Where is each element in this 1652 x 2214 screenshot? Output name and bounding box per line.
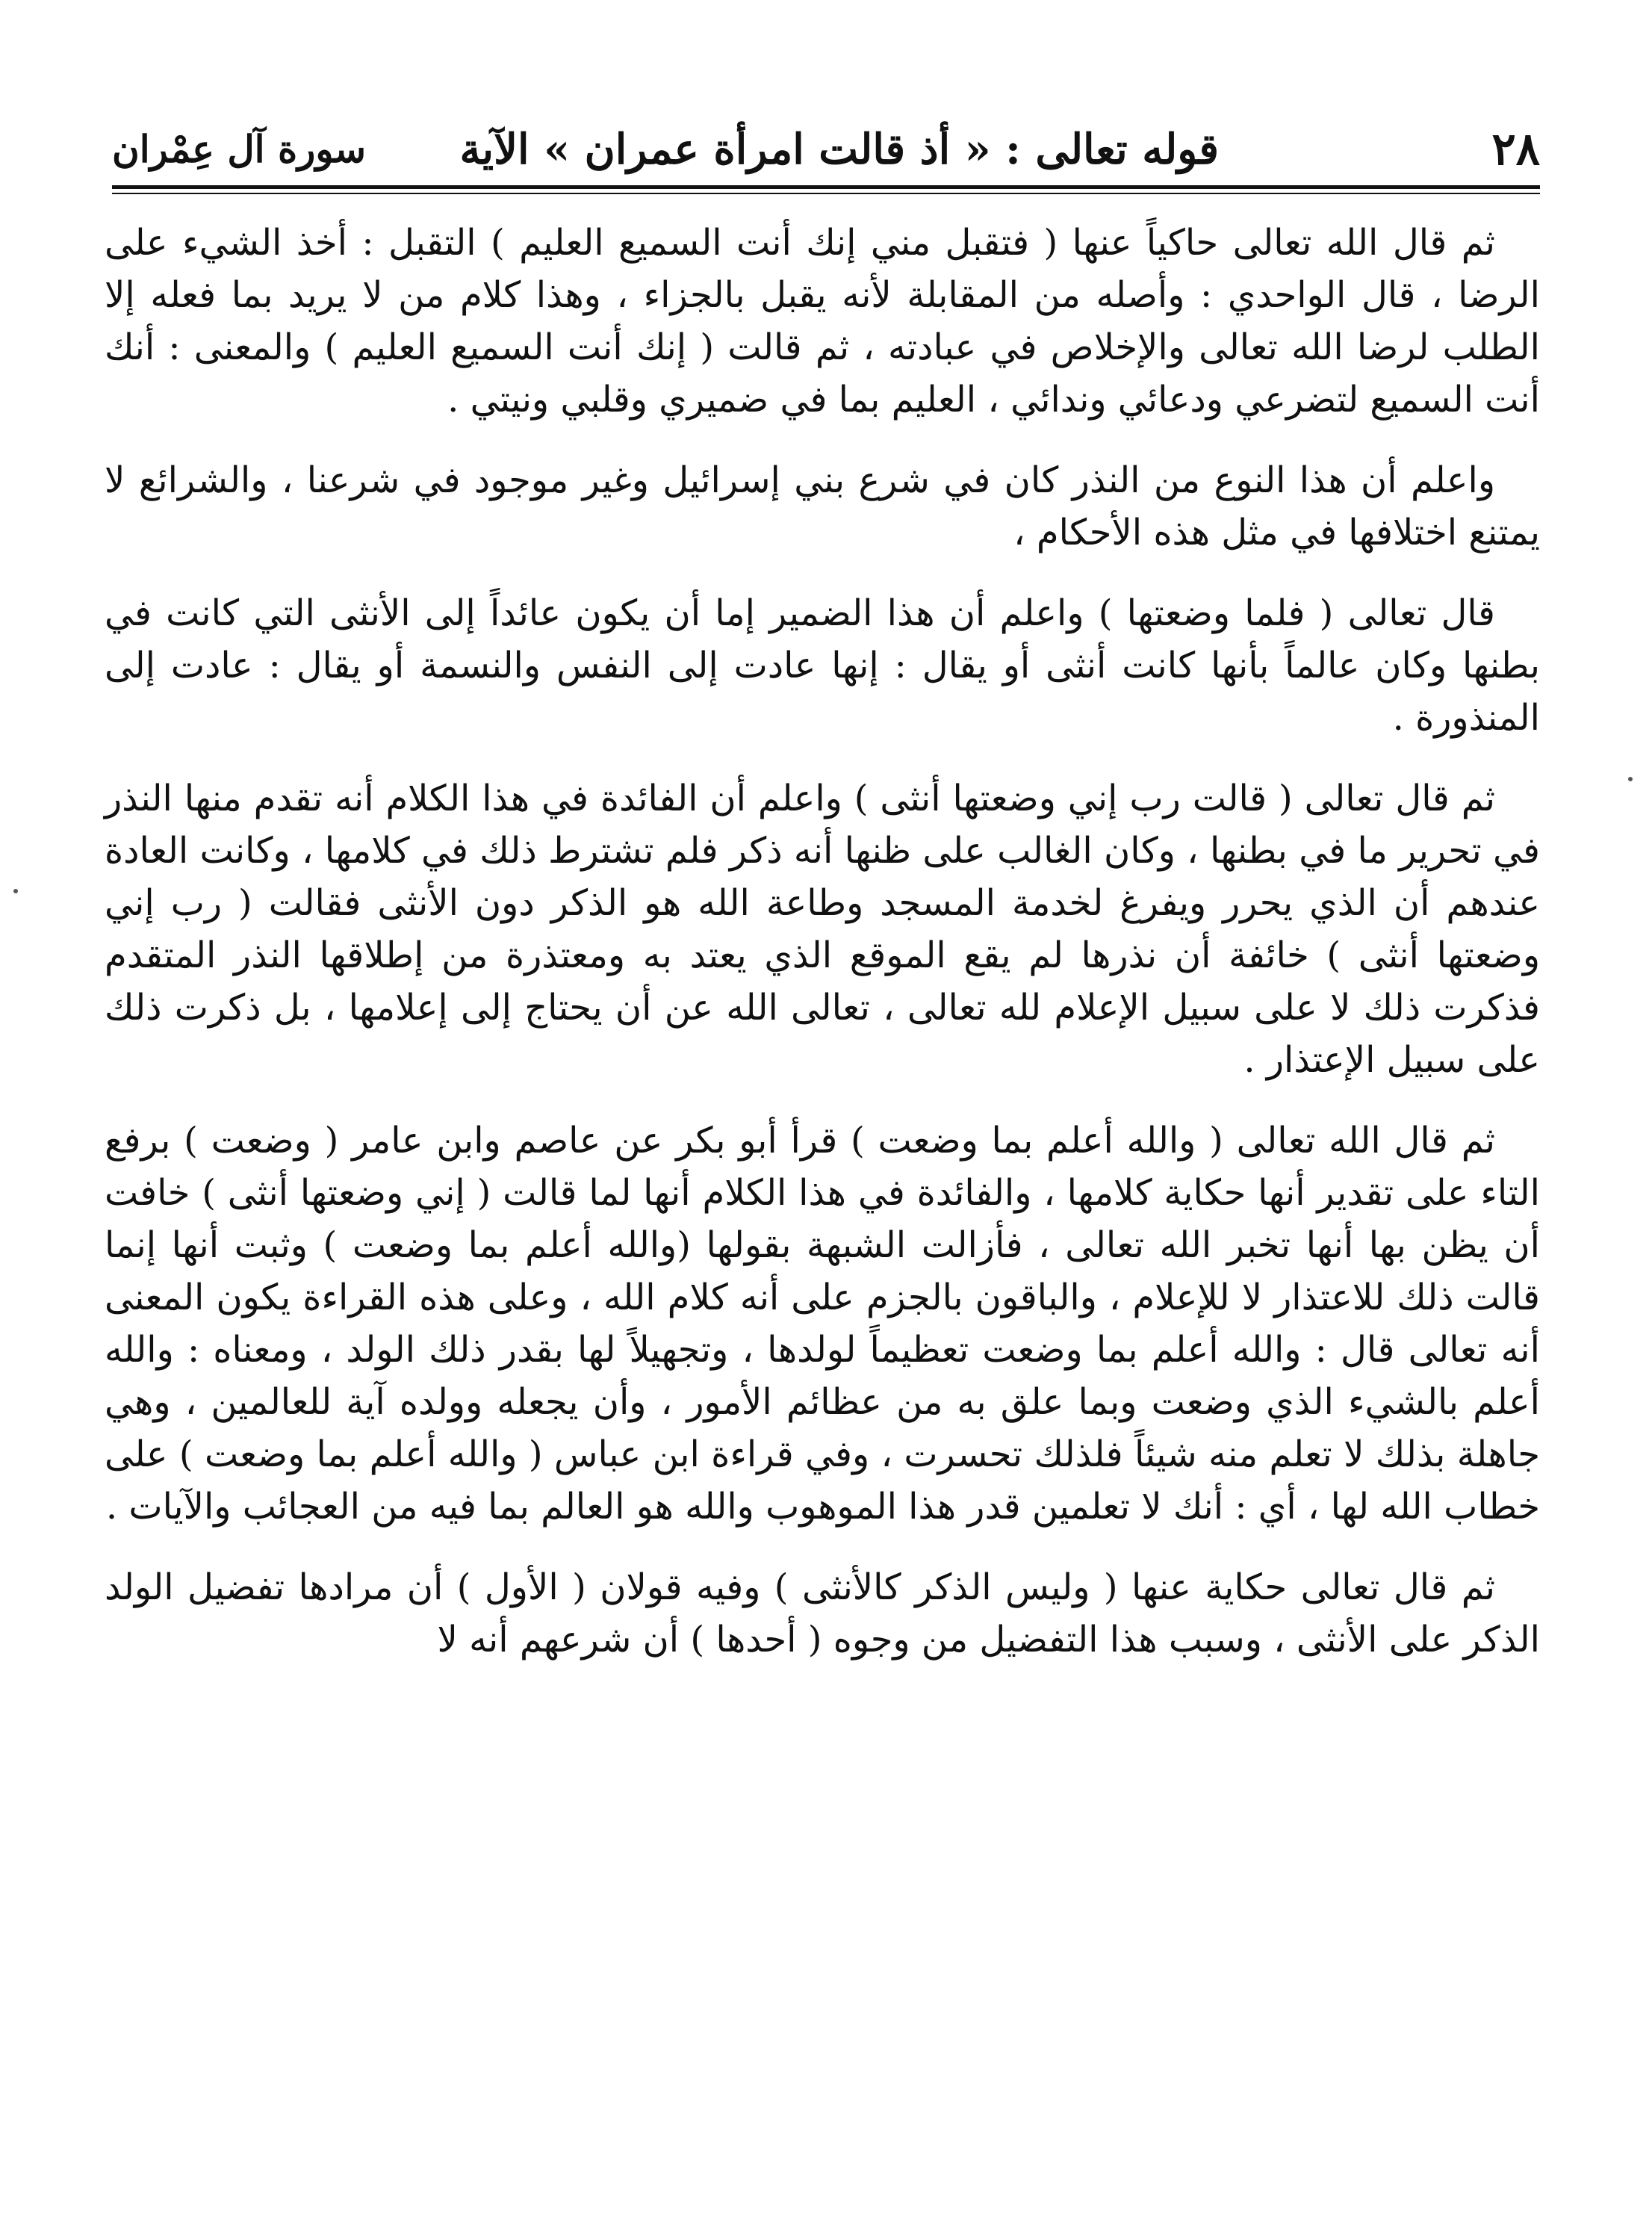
paragraph: ثم قال تعالى ( قالت رب إني وضعتها أنثى ) واعلم أن الفائدة في هذا الكلام أنه تقدم منها النذر في تحرير ما في بطنها ، وكان الغالب على ظنها أنه ذكر فلم تشترط ذلك في كلامها ، وكانت العادة عندهم أن الذي يحرر ويفرغ لخدمة المسجد وطاعة الله هو الذكر دون الأنثى فقالت ( رب إني وضعتها أنثى ) خائفة أن نذرها لم يقع الموقع الذي يعتد به ومعتذرة من إطلاقها النذر المتقدم فذكرت ذلك لا على سبيل الإعلام لله تعالى ، تعالى الله عن أن يحتاج إلى إعلامها ، بل ذكرت ذلك على سبيل الإعتذار . (105, 778, 1541, 1081)
paragraph: ثم قال الله تعالى ( والله أعلم بما وضعت ) قرأ أبو بكر عن عاصم وابن عامر ( وضعت ) برفع التاء على تقدير أنها حكاية كلامها ، والفائدة في هذا الكلام أنها لما قالت ( إني وضعتها أنثى ) خافت أن يظن بها أنها تخبر الله تعالى ، فأزالت الشبهة بقولها (والله أعلم بما وضعت ) وثبت أنها إنما قالت ذلك للاعتذار لا للإعلام ، والباقون بالجزم على أنه كلام الله ، وعلى هذه القراءة يكون المعنى أنه تعالى قال : والله أعلم بما وضعت تعظيماً لولدها ، وتجهيلاً لها بقدر ذلك الولد ، ومعناه : والله أعلم بالشيء الذي وضعت وبما علق به من عظائم الأمور ، وأن يجعله وولده آية للعالمين ، وهي جاهلة بذلك لا تعلم منه شيئاً فلذلك تحسرت ، وفي قراءة ابن عباس ( والله أعلم بما وضعت ) على خطاب الله لها ، أي : أنك لا تعلمين قدر هذا الموهوب والله هو العالم بما فيه من العجائب والآيات . (105, 1120, 1540, 1528)
paragraph: واعلم أن هذا النوع من النذر كان في شرع بني إسرائيل وغير موجود في شرعنا ، والشرائع لا يمتنع اختلافها في مثل هذه الأحكام ، (105, 459, 1540, 554)
surah-name: سورة آل عِمْران (112, 127, 367, 171)
margin-speck (13, 889, 18, 893)
page-header (112, 120, 1540, 179)
margin-speck (1628, 777, 1633, 781)
paragraph: ثم قال تعالى حكاية عنها ( وليس الذكر كالأنثى ) وفيه قولان ( الأول ) أن مرادها تفضيل الولد الذكر على الأنثى ، وسبب هذا التفضيل من وجوه ( أحدها ) أن شرعهم أنه لا (105, 1566, 1540, 1660)
paragraph: قال تعالى ( فلما وضعتها ) واعلم أن هذا الضمير إما أن يكون عائداً إلى الأنثى التي كانت في بطنها وكان عالماً بأنها كانت أنثى أو يقال : إنها عادت إلى النفس والنسمة أو يقال : عادت إلى المنذورة . (105, 592, 1540, 739)
page-number: ٢٨ (1491, 123, 1540, 176)
header-rule (112, 185, 1540, 189)
page-body (105, 217, 1540, 1694)
header-rule-thin (112, 193, 1540, 194)
running-title: قوله تعالى : « أذ قالت امرأة عمران » الآية (459, 125, 1219, 174)
paragraph: ثم قال الله تعالى حاكياً عنها ( فتقبل مني إنك أنت السميع العليم ) التقبل : أخذ الشيء على الرضا ، قال الواحدي : وأصله من المقابلة لأنه يقبل بالجزاء ، وهذا كلام من لا يريد بما فعله إلا الطلب لرضا الله تعالى والإخلاص في عبادته ، ثم قالت ( إنك أنت السميع العليم ) والمعنى : أنك أنت السميع لتضرعي ودعائي وندائي ، العليم بما في ضميري وقلبي ونيتي . (105, 222, 1541, 421)
